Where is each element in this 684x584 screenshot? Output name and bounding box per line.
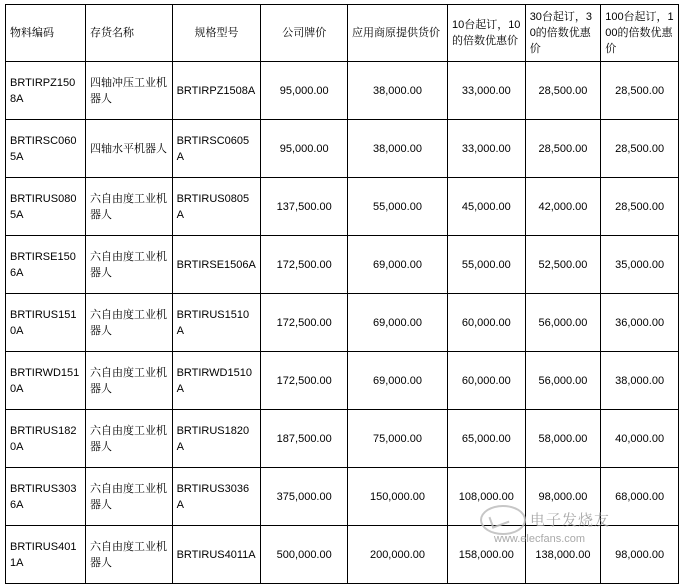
cell-price-100: 28,500.00 bbox=[601, 62, 679, 120]
column-header-item-name: 存货名称 bbox=[85, 5, 172, 62]
cell-price-30: 56,000.00 bbox=[525, 352, 601, 410]
cell-item-name: 六自由度工业机器人 bbox=[85, 526, 172, 584]
cell-supply-price: 69,000.00 bbox=[348, 352, 448, 410]
watermark-subtitle: www.elecfans.com bbox=[494, 533, 586, 545]
cell-price-100: 38,000.00 bbox=[601, 352, 679, 410]
cell-supply-price: 150,000.00 bbox=[348, 468, 448, 526]
cell-list-price: 375,000.00 bbox=[261, 468, 348, 526]
cell-model: BRTIRWD1510A bbox=[172, 352, 261, 410]
table-row bbox=[6, 236, 679, 294]
cell-price-100: 36,000.00 bbox=[601, 294, 679, 352]
cell-model: BRTIRSC0605A bbox=[172, 120, 261, 178]
cell-material-code: BRTIRUS1510A bbox=[6, 294, 86, 352]
product-price-table bbox=[5, 4, 679, 584]
cell-supply-price: 38,000.00 bbox=[348, 120, 448, 178]
cell-price-10: 55,000.00 bbox=[447, 236, 525, 294]
header-row bbox=[6, 5, 679, 62]
cell-price-10: 158,000.00 bbox=[447, 526, 525, 584]
cell-supply-price: 200,000.00 bbox=[348, 526, 448, 584]
cell-model: BRTIRUS1820A bbox=[172, 410, 261, 468]
cell-list-price: 172,500.00 bbox=[261, 236, 348, 294]
cell-model: BRTIRUS0805A bbox=[172, 178, 261, 236]
cell-list-price: 187,500.00 bbox=[261, 410, 348, 468]
cell-model: BRTIRPZ1508A bbox=[172, 62, 261, 120]
cell-item-name: 四轴水平机器人 bbox=[85, 120, 172, 178]
cell-price-10: 60,000.00 bbox=[447, 352, 525, 410]
cell-price-100: 28,500.00 bbox=[601, 120, 679, 178]
column-header-supply-price: 应用商原提供货价 bbox=[348, 5, 448, 62]
cell-list-price: 137,500.00 bbox=[261, 178, 348, 236]
cell-price-30: 28,500.00 bbox=[525, 62, 601, 120]
cell-price-10: 60,000.00 bbox=[447, 294, 525, 352]
cell-item-name: 六自由度工业机器人 bbox=[85, 352, 172, 410]
cell-price-30: 28,500.00 bbox=[525, 120, 601, 178]
table-row bbox=[6, 294, 679, 352]
cell-material-code: BRTIRSC0605A bbox=[6, 120, 86, 178]
cell-material-code: BRTIRPZ1508A bbox=[6, 62, 86, 120]
table-row bbox=[6, 120, 679, 178]
cell-list-price: 172,500.00 bbox=[261, 352, 348, 410]
cell-price-30: 138,000.00 bbox=[525, 526, 601, 584]
cell-price-10: 33,000.00 bbox=[447, 62, 525, 120]
cell-material-code: BRTIRWD1510A bbox=[6, 352, 86, 410]
cell-item-name: 六自由度工业机器人 bbox=[85, 178, 172, 236]
cell-model: BRTIRUS1510A bbox=[172, 294, 261, 352]
table-row bbox=[6, 526, 679, 584]
cell-price-100: 98,000.00 bbox=[601, 526, 679, 584]
cell-item-name: 六自由度工业机器人 bbox=[85, 410, 172, 468]
cell-item-name: 六自由度工业机器人 bbox=[85, 468, 172, 526]
cell-item-name: 六自由度工业机器人 bbox=[85, 294, 172, 352]
cell-price-100: 28,500.00 bbox=[601, 178, 679, 236]
cell-supply-price: 69,000.00 bbox=[348, 294, 448, 352]
table-row bbox=[6, 410, 679, 468]
cell-list-price: 172,500.00 bbox=[261, 294, 348, 352]
table-row bbox=[6, 468, 679, 526]
cell-list-price: 95,000.00 bbox=[261, 120, 348, 178]
column-header-model: 规格型号 bbox=[172, 5, 261, 62]
cell-supply-price: 55,000.00 bbox=[348, 178, 448, 236]
watermark-title: 电子发烧友 bbox=[530, 512, 611, 529]
cell-supply-price: 69,000.00 bbox=[348, 236, 448, 294]
price-sheet bbox=[5, 4, 679, 584]
table-body bbox=[6, 62, 679, 584]
cell-price-30: 52,500.00 bbox=[525, 236, 601, 294]
table-row bbox=[6, 178, 679, 236]
cell-material-code: BRTIRUS3036A bbox=[6, 468, 86, 526]
cell-price-10: 65,000.00 bbox=[447, 410, 525, 468]
cell-material-code: BRTIRUS4011A bbox=[6, 526, 86, 584]
cell-price-30: 42,000.00 bbox=[525, 178, 601, 236]
table-header bbox=[6, 5, 679, 62]
cell-model: BRTIRSE1506A bbox=[172, 236, 261, 294]
cell-price-10: 108,000.00 bbox=[447, 468, 525, 526]
cell-material-code: BRTIRSE1506A bbox=[6, 236, 86, 294]
cell-price-30: 58,000.00 bbox=[525, 410, 601, 468]
cell-price-100: 68,000.00 bbox=[601, 468, 679, 526]
cell-price-100: 40,000.00 bbox=[601, 410, 679, 468]
column-header-price-30: 30台起订，30的倍数优惠价 bbox=[525, 5, 601, 62]
cell-supply-price: 38,000.00 bbox=[348, 62, 448, 120]
table-row bbox=[6, 352, 679, 410]
cell-price-30: 56,000.00 bbox=[525, 294, 601, 352]
cell-item-name: 四轴冲压工业机器人 bbox=[85, 62, 172, 120]
cell-supply-price: 75,000.00 bbox=[348, 410, 448, 468]
table-row bbox=[6, 62, 679, 120]
cell-material-code: BRTIRUS1820A bbox=[6, 410, 86, 468]
cell-price-100: 35,000.00 bbox=[601, 236, 679, 294]
cell-material-code: BRTIRUS0805A bbox=[6, 178, 86, 236]
cell-price-10: 45,000.00 bbox=[447, 178, 525, 236]
cell-price-30: 98,000.00 bbox=[525, 468, 601, 526]
column-header-list-price: 公司牌价 bbox=[261, 5, 348, 62]
cell-price-10: 33,000.00 bbox=[447, 120, 525, 178]
column-header-material-code: 物料编码 bbox=[6, 5, 86, 62]
cell-model: BRTIRUS4011A bbox=[172, 526, 261, 584]
cell-list-price: 95,000.00 bbox=[261, 62, 348, 120]
cell-list-price: 500,000.00 bbox=[261, 526, 348, 584]
cell-item-name: 六自由度工业机器人 bbox=[85, 236, 172, 294]
cell-model: BRTIRUS3036A bbox=[172, 468, 261, 526]
column-header-price-100: 100台起订，100的倍数优惠价 bbox=[601, 5, 679, 62]
column-header-price-10: 10台起订，10的倍数优惠价 bbox=[447, 5, 525, 62]
